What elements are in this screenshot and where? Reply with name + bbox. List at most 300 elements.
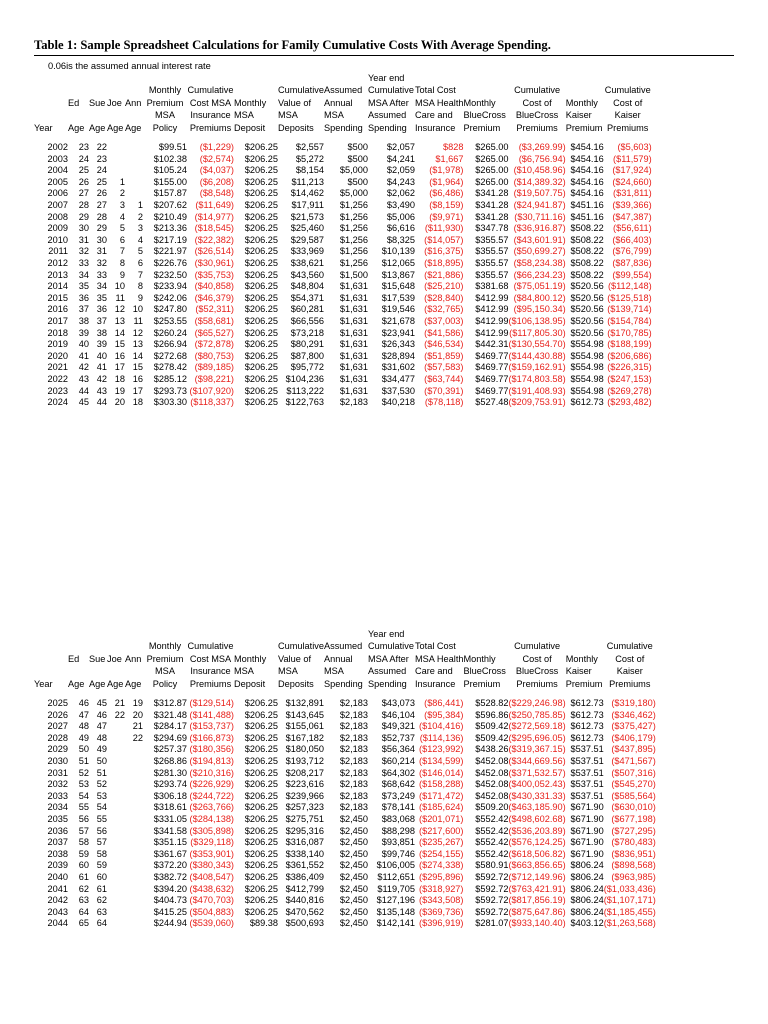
cell-monthly-msa-deposit: $206.25	[244, 200, 278, 210]
table-row	[34, 386, 652, 398]
cell-cum-bluecross: ($58,234.38)	[513, 257, 566, 268]
cell-monthly-kaiser: $520.56	[570, 281, 604, 292]
cell-assumed-annual: $1,631	[339, 362, 368, 373]
cell-sue: 47	[96, 721, 107, 732]
cell-ed: 51	[78, 756, 89, 766]
cell-cum-value-msa: $386,409	[285, 871, 324, 882]
cell-cum-msa-after: $78,141	[381, 802, 415, 813]
header-sue	[89, 665, 107, 677]
header-year	[34, 109, 68, 121]
cell-monthly-msa-deposit: $206.25	[244, 211, 278, 222]
header-monthly-premium: Policy	[152, 122, 178, 133]
cell-monthly-msa-deposit: $206.25	[244, 385, 278, 396]
cell-cum-value-msa: $113,222	[286, 385, 324, 396]
cell-ed: 60	[78, 860, 89, 871]
cell-cum-cost-msa: ($194,813)	[189, 756, 234, 766]
cell-sue: 39	[96, 339, 107, 350]
cell-year: 2015	[47, 292, 68, 303]
cell-assumed-annual: $1,256	[339, 211, 368, 222]
header-monthly-msa-deposit	[234, 84, 278, 96]
table-row	[34, 791, 656, 803]
cell-total-cost: ($217,600)	[419, 825, 464, 836]
cell-monthly-msa-deposit: $206.25	[244, 176, 278, 187]
cell-year: 2009	[47, 223, 68, 234]
cell-year: 2040	[47, 871, 68, 882]
cell-monthly-premium: $102.38	[153, 153, 187, 164]
cell-assumed-annual: $1,631	[339, 292, 368, 303]
cell-sue: 48	[96, 732, 107, 743]
header-assumed-annual: Annual	[323, 653, 353, 664]
cell-ed: 50	[78, 744, 89, 755]
table-row	[34, 188, 652, 200]
cell-cum-cost-msa: ($263,766)	[189, 802, 234, 813]
cell-ann	[125, 826, 143, 838]
cell-joe	[107, 165, 125, 177]
cell-monthly-kaiser: $554.98	[570, 339, 604, 350]
cell-total-cost: ($28,840)	[424, 292, 464, 303]
cell-monthly-kaiser: $806.24	[570, 871, 604, 882]
cell-ann: 16	[132, 373, 143, 384]
cell-cum-msa-after: $31,602	[381, 362, 415, 373]
cell-cum-kaiser: ($226,315)	[607, 362, 652, 373]
cell-monthly-bluecross: $509.42	[475, 732, 509, 743]
cell-cum-bluecross: ($875,647.86)	[508, 906, 566, 917]
table-row	[34, 177, 652, 189]
cell-monthly-msa-deposit: $206.25	[244, 315, 278, 326]
cell-total-cost: ($201,071)	[419, 813, 464, 824]
header-row	[34, 122, 652, 134]
cell-year: 2023	[47, 385, 68, 396]
cell-monthly-kaiser: $508.22	[570, 257, 604, 268]
cell-cum-kaiser: ($47,387)	[612, 211, 652, 222]
cell-monthly-msa-deposit: $206.25	[244, 292, 278, 303]
header-cum-value-msa: Cumulative	[278, 641, 324, 652]
cell-monthly-bluecross: $265.00	[475, 176, 509, 187]
cell-monthly-msa-deposit: $206.25	[244, 871, 278, 882]
cell-ann: 10	[132, 304, 143, 315]
cell-cum-bluecross: ($663,856.65)	[508, 860, 566, 871]
cell-cum-value-msa: $25,460	[290, 223, 324, 234]
cell-year: 2024	[47, 397, 68, 408]
cell-total-cost: ($369,736)	[419, 906, 464, 917]
cell-cum-msa-after: $17,539	[381, 292, 415, 303]
cell-cum-msa-after: $6,616	[386, 223, 415, 234]
table-row	[34, 837, 656, 849]
cell-total-cost: ($95,384)	[424, 709, 464, 720]
header-monthly-kaiser	[566, 640, 604, 652]
cell-ann: 11	[133, 315, 143, 326]
cell-assumed-annual: $2,450	[339, 918, 368, 929]
cell-monthly-premium: $294.69	[153, 732, 187, 743]
header-ed	[68, 640, 89, 652]
cell-cum-msa-after: $10,139	[381, 246, 415, 257]
cell-cum-value-msa: $223,616	[285, 779, 324, 790]
cell-ann: 12	[132, 327, 143, 338]
cell-monthly-kaiser: $454.16	[570, 142, 604, 153]
cell-year: 2031	[47, 767, 68, 778]
header-cum-bluecross: Premiums	[516, 678, 558, 689]
cell-monthly-bluecross: $341.28	[475, 200, 509, 210]
cell-ed: 31	[78, 234, 89, 245]
cell-joe: 20	[114, 397, 125, 408]
cell-monthly-kaiser: $671.90	[570, 837, 604, 848]
cell-cum-value-msa: $275,751	[285, 813, 324, 824]
cell-ed: 58	[78, 837, 89, 848]
cell-monthly-bluecross: $412.99	[475, 327, 509, 338]
cell-monthly-kaiser: $520.56	[570, 304, 604, 315]
header-sue	[89, 640, 107, 652]
cell-joe: 14	[114, 327, 125, 338]
cell-total-cost: ($318,927)	[419, 883, 464, 894]
cell-cum-cost-msa: ($380,343)	[189, 860, 234, 871]
header-cum-cost-msa: Premiums	[189, 122, 232, 133]
table-row	[34, 374, 652, 386]
cell-monthly-kaiser: $554.98	[570, 373, 604, 384]
cell-monthly-premium: $242.06	[153, 292, 187, 303]
cell-assumed-annual: $1,631	[339, 350, 368, 361]
cell-cum-msa-after: $73,249	[381, 790, 415, 801]
cell-monthly-kaiser: $508.22	[570, 246, 604, 257]
header-year	[34, 97, 68, 109]
cell-sue: 24	[96, 165, 107, 176]
header-year: Year	[34, 122, 53, 133]
header-cum-cost-msa	[187, 628, 234, 640]
cell-cum-value-msa: $11,213	[291, 176, 324, 187]
header-monthly-msa-deposit: MSA	[234, 110, 254, 121]
cell-monthly-kaiser: $537.51	[570, 767, 604, 778]
header-assumed-annual: Spending	[323, 678, 363, 689]
header-monthly-premium	[143, 628, 187, 640]
cell-ed: 29	[78, 211, 89, 222]
header-joe: Age	[107, 122, 124, 133]
cell-cum-kaiser: ($170,785)	[607, 327, 652, 338]
cell-sue: 34	[96, 281, 107, 292]
cell-ed: 40	[78, 339, 89, 350]
cell-assumed-annual: $2,450	[339, 860, 368, 871]
header-sue	[89, 628, 107, 640]
cell-monthly-msa-deposit: $89.38	[249, 918, 278, 929]
cell-total-cost: ($134,599)	[419, 756, 464, 766]
cell-cum-cost-msa: ($4,037)	[199, 165, 234, 176]
header-joe	[107, 109, 125, 121]
cell-cum-msa-after: $60,214	[381, 756, 415, 766]
cell-monthly-premium: $257.37	[153, 744, 187, 755]
cell-assumed-annual: $1,500	[339, 269, 368, 280]
cell-cum-kaiser: ($898,568)	[611, 860, 656, 871]
cell-cum-msa-after: $4,241	[386, 153, 415, 164]
cell-monthly-msa-deposit: $206.25	[244, 153, 278, 164]
cell-year: 2013	[47, 269, 68, 280]
cell-cum-value-msa: $122,763	[285, 397, 324, 408]
cell-cum-value-msa: $440,816	[285, 895, 324, 906]
cell-sue: 32	[96, 257, 107, 268]
cell-monthly-premium: $278.42	[153, 362, 187, 373]
cell-ed: 30	[78, 223, 89, 234]
cell-cum-value-msa: $239,966	[285, 790, 324, 801]
cell-year: 2018	[47, 327, 68, 338]
cell-joe	[107, 918, 125, 930]
cell-joe: 8	[119, 257, 125, 268]
cell-year: 2035	[47, 813, 68, 824]
cell-monthly-msa-deposit: $206.25	[244, 281, 278, 292]
cell-total-cost: ($41,586)	[424, 327, 464, 338]
cell-cum-value-msa: $66,556	[290, 315, 324, 326]
cell-sue: 55	[96, 813, 107, 824]
spacer-cell	[34, 134, 652, 142]
cell-monthly-msa-deposit: $206.25	[244, 304, 278, 315]
cell-assumed-annual: $1,631	[339, 327, 368, 338]
header-row	[34, 653, 656, 665]
table-row	[34, 165, 652, 177]
cell-ed: 36	[78, 292, 89, 303]
cell-monthly-bluecross: $552.42	[475, 825, 509, 836]
header-cum-kaiser: Cumulative	[604, 85, 651, 96]
header-cum-bluecross: BlueCross	[515, 110, 559, 121]
cell-monthly-premium: $394.20	[153, 883, 187, 894]
cell-cum-bluecross: ($498,602.68)	[508, 813, 566, 824]
cell-cum-kaiser: ($269,278)	[607, 385, 652, 396]
cell-year: 2041	[47, 883, 68, 894]
cell-cum-kaiser: ($727,295)	[611, 825, 656, 836]
cell-monthly-msa-deposit: $206.25	[244, 721, 278, 732]
cell-monthly-premium: $221.97	[153, 246, 187, 257]
cell-sue: 58	[96, 848, 107, 859]
cell-monthly-msa-deposit: $206.25	[244, 257, 278, 268]
header-year	[34, 72, 68, 84]
cell-year: 2016	[47, 304, 68, 315]
header-cum-msa-after: MSA After	[367, 97, 409, 108]
cell-cum-value-msa: $14,462	[290, 188, 324, 199]
header-assumed-annual: Spending	[323, 122, 363, 133]
cell-joe	[107, 884, 125, 896]
cell-cum-cost-msa: ($226,929)	[189, 779, 234, 790]
cell-cum-kaiser: ($5,603)	[617, 142, 652, 153]
header-monthly-bluecross	[463, 84, 508, 96]
header-row	[34, 628, 656, 640]
header-monthly-premium: MSA	[155, 666, 175, 677]
cell-cum-bluecross: ($209,753.91)	[508, 397, 566, 408]
cell-cum-cost-msa: ($2,574)	[199, 153, 234, 164]
cell-monthly-bluecross: $355.57	[475, 246, 509, 257]
cell-monthly-premium: $272.68	[153, 350, 187, 361]
header-monthly-kaiser	[566, 628, 604, 640]
cell-sue: 35	[96, 292, 107, 303]
cell-total-cost: ($185,624)	[419, 802, 464, 813]
cell-cum-cost-msa: ($504,883)	[189, 906, 234, 917]
cell-sue: 27	[96, 200, 107, 210]
spreadsheet-table	[34, 72, 652, 409]
header-assumed-annual: MSA	[323, 666, 344, 677]
cell-monthly-kaiser: $671.90	[570, 825, 604, 836]
cell-joe	[107, 849, 125, 861]
cell-ann: 18	[132, 397, 143, 408]
cell-sue: 64	[96, 918, 107, 929]
cell-cum-value-msa: $338,140	[285, 848, 324, 859]
cell-cum-cost-msa: ($65,527)	[194, 327, 234, 338]
cell-monthly-bluecross: $341.28	[475, 188, 509, 199]
cell-monthly-kaiser: $508.22	[570, 223, 604, 234]
cell-monthly-premium: $361.67	[153, 848, 187, 859]
header-monthly-premium	[143, 72, 187, 84]
cell-total-cost: ($1,964)	[429, 176, 464, 187]
cell-sue: 45	[96, 698, 107, 709]
cell-year: 2030	[47, 756, 68, 766]
cell-sue: 59	[96, 860, 107, 871]
header-monthly-msa-deposit: Deposit	[234, 678, 266, 689]
cell-ann	[125, 872, 143, 884]
cell-total-cost: ($1,978)	[429, 165, 464, 176]
cell-ed: 64	[78, 906, 89, 917]
cell-year: 2011	[48, 246, 68, 257]
cell-cum-bluecross: ($106,138.95)	[508, 315, 566, 326]
cell-monthly-premium: $210.49	[153, 211, 187, 222]
header-cum-cost-msa: Insurance	[190, 666, 231, 677]
cell-sue: 50	[96, 756, 107, 766]
cell-cum-kaiser: ($247,153)	[607, 373, 652, 384]
cell-monthly-premium: $157.87	[153, 188, 187, 199]
cell-assumed-annual: $1,631	[339, 339, 368, 350]
header-ann	[125, 665, 143, 677]
cell-total-cost: ($57,583)	[424, 362, 464, 373]
cell-ann: 21	[132, 721, 143, 732]
cell-total-cost: $1,667	[435, 153, 464, 164]
cell-year: 2022	[47, 373, 68, 384]
cell-cum-msa-after: $2,059	[386, 165, 415, 176]
cell-ed: 48	[78, 721, 89, 732]
cell-year: 2019	[47, 339, 68, 350]
cell-monthly-msa-deposit: $206.25	[244, 373, 278, 384]
cell-total-cost: ($25,210)	[424, 281, 464, 292]
cell-cum-value-msa: $132,891	[285, 698, 324, 709]
cell-monthly-kaiser: $508.22	[570, 269, 604, 280]
interest-rate-note: 0.06is the assumed annual interest rate	[48, 61, 211, 71]
cell-ed: 61	[78, 871, 89, 882]
cell-total-cost: $828	[443, 142, 464, 153]
cell-cum-cost-msa: ($98,221)	[194, 373, 234, 384]
header-cum-bluecross: Cumulative	[514, 641, 561, 652]
cell-assumed-annual: $2,183	[339, 802, 368, 813]
cell-year: 2004	[47, 165, 68, 176]
cell-monthly-msa-deposit: $206.25	[244, 188, 278, 199]
cell-cum-bluecross: ($130,554.70)	[508, 339, 566, 350]
header-joe	[107, 628, 125, 640]
header-sue: Sue	[89, 653, 106, 664]
cell-monthly-kaiser: $612.73	[570, 732, 604, 743]
cell-year: 2003	[47, 153, 68, 164]
cell-monthly-msa-deposit: $206.25	[244, 223, 278, 234]
cell-monthly-kaiser: $806.24	[570, 895, 604, 906]
header-total-cost	[415, 628, 464, 640]
header-monthly-msa-deposit: Monthly	[234, 653, 267, 664]
cell-cum-kaiser: ($1,107,171)	[603, 895, 656, 906]
cell-cum-cost-msa: ($11,649)	[195, 200, 234, 210]
cell-cum-value-msa: $29,587	[290, 234, 324, 245]
header-ann	[125, 72, 143, 84]
cell-cum-msa-after: $15,648	[381, 281, 415, 292]
spacer-cell	[34, 690, 656, 698]
cell-assumed-annual: $5,000	[339, 188, 368, 199]
cell-monthly-msa-deposit: $206.25	[244, 883, 278, 894]
cell-cum-msa-after: $52,737	[381, 732, 415, 743]
header-monthly-premium: Monthly	[148, 85, 182, 96]
table-row	[34, 246, 652, 258]
cell-ann	[125, 744, 143, 756]
header-ed: Ed	[68, 653, 80, 664]
cell-joe: 7	[119, 246, 125, 257]
cell-cum-msa-after: $26,343	[381, 339, 415, 350]
cell-ed: 54	[78, 790, 89, 801]
cell-monthly-msa-deposit: $206.25	[244, 756, 278, 766]
cell-sue: 40	[96, 350, 107, 361]
table-row	[34, 212, 652, 224]
cell-monthly-kaiser: $612.73	[570, 397, 604, 408]
cell-ed: 47	[78, 709, 89, 720]
cell-ed: 43	[78, 373, 89, 384]
cell-cum-msa-after: $43,073	[381, 698, 415, 709]
cell-monthly-premium: $415.25	[153, 906, 187, 917]
cell-ed: 45	[78, 397, 89, 408]
cell-monthly-bluecross: $265.00	[475, 142, 509, 153]
table-row	[34, 884, 656, 896]
cell-sue: 33	[96, 269, 107, 280]
header-monthly-kaiser: Monthly	[565, 653, 598, 664]
cell-cum-bluecross: ($24,941.87)	[513, 200, 566, 210]
cell-joe: 2	[119, 188, 125, 199]
cell-cum-bluecross: ($75,051.19)	[513, 281, 566, 292]
cell-cum-kaiser: ($24,660)	[612, 176, 652, 187]
cell-total-cost: ($9,971)	[429, 211, 464, 222]
cell-cum-value-msa: $180,050	[285, 744, 324, 755]
cell-joe: 12	[114, 304, 125, 315]
cell-joe: 15	[114, 339, 125, 350]
cell-cum-bluecross: ($536,203.89)	[508, 825, 566, 836]
cell-joe	[107, 872, 125, 884]
cell-cum-cost-msa: ($180,356)	[189, 744, 234, 755]
cell-ann	[125, 188, 143, 200]
cell-ed: 35	[78, 281, 89, 292]
cell-ann: 3	[137, 223, 143, 234]
table-row	[34, 293, 652, 305]
header-joe: Age	[107, 678, 124, 689]
cell-total-cost: ($51,859)	[424, 350, 464, 361]
cell-monthly-kaiser: $806.24	[570, 860, 604, 871]
cell-cum-kaiser: ($507,316)	[611, 767, 656, 778]
header-assumed-annual: MSA	[323, 110, 344, 121]
cell-sue: 41	[96, 362, 107, 373]
cell-year: 2021	[47, 362, 68, 373]
cell-cum-bluecross: ($319,367.15)	[508, 744, 566, 755]
cell-assumed-annual: $1,256	[339, 234, 368, 245]
cell-monthly-msa-deposit: $206.25	[244, 779, 278, 790]
cell-assumed-annual: $2,183	[339, 397, 368, 408]
header-joe: Joe	[107, 97, 122, 108]
header-ed	[68, 72, 89, 84]
cell-ann	[125, 895, 143, 907]
cell-cum-cost-msa: ($129,514)	[189, 698, 234, 709]
header-sue: Sue	[89, 97, 106, 108]
cell-cum-msa-after: $37,530	[381, 385, 415, 396]
cell-assumed-annual: $5,000	[339, 165, 368, 176]
cell-joe: 3	[119, 200, 125, 210]
cell-assumed-annual: $2,183	[339, 698, 368, 709]
cell-monthly-premium: $268.86	[153, 756, 187, 766]
cell-ann: 20	[132, 709, 143, 720]
cell-sue: 46	[96, 709, 107, 720]
cell-cum-bluecross: ($95,150.34)	[513, 304, 566, 315]
cell-cum-msa-after: $46,104	[381, 709, 415, 720]
cell-cum-msa-after: $112,651	[377, 871, 415, 882]
header-monthly-bluecross: Premium	[463, 678, 501, 689]
